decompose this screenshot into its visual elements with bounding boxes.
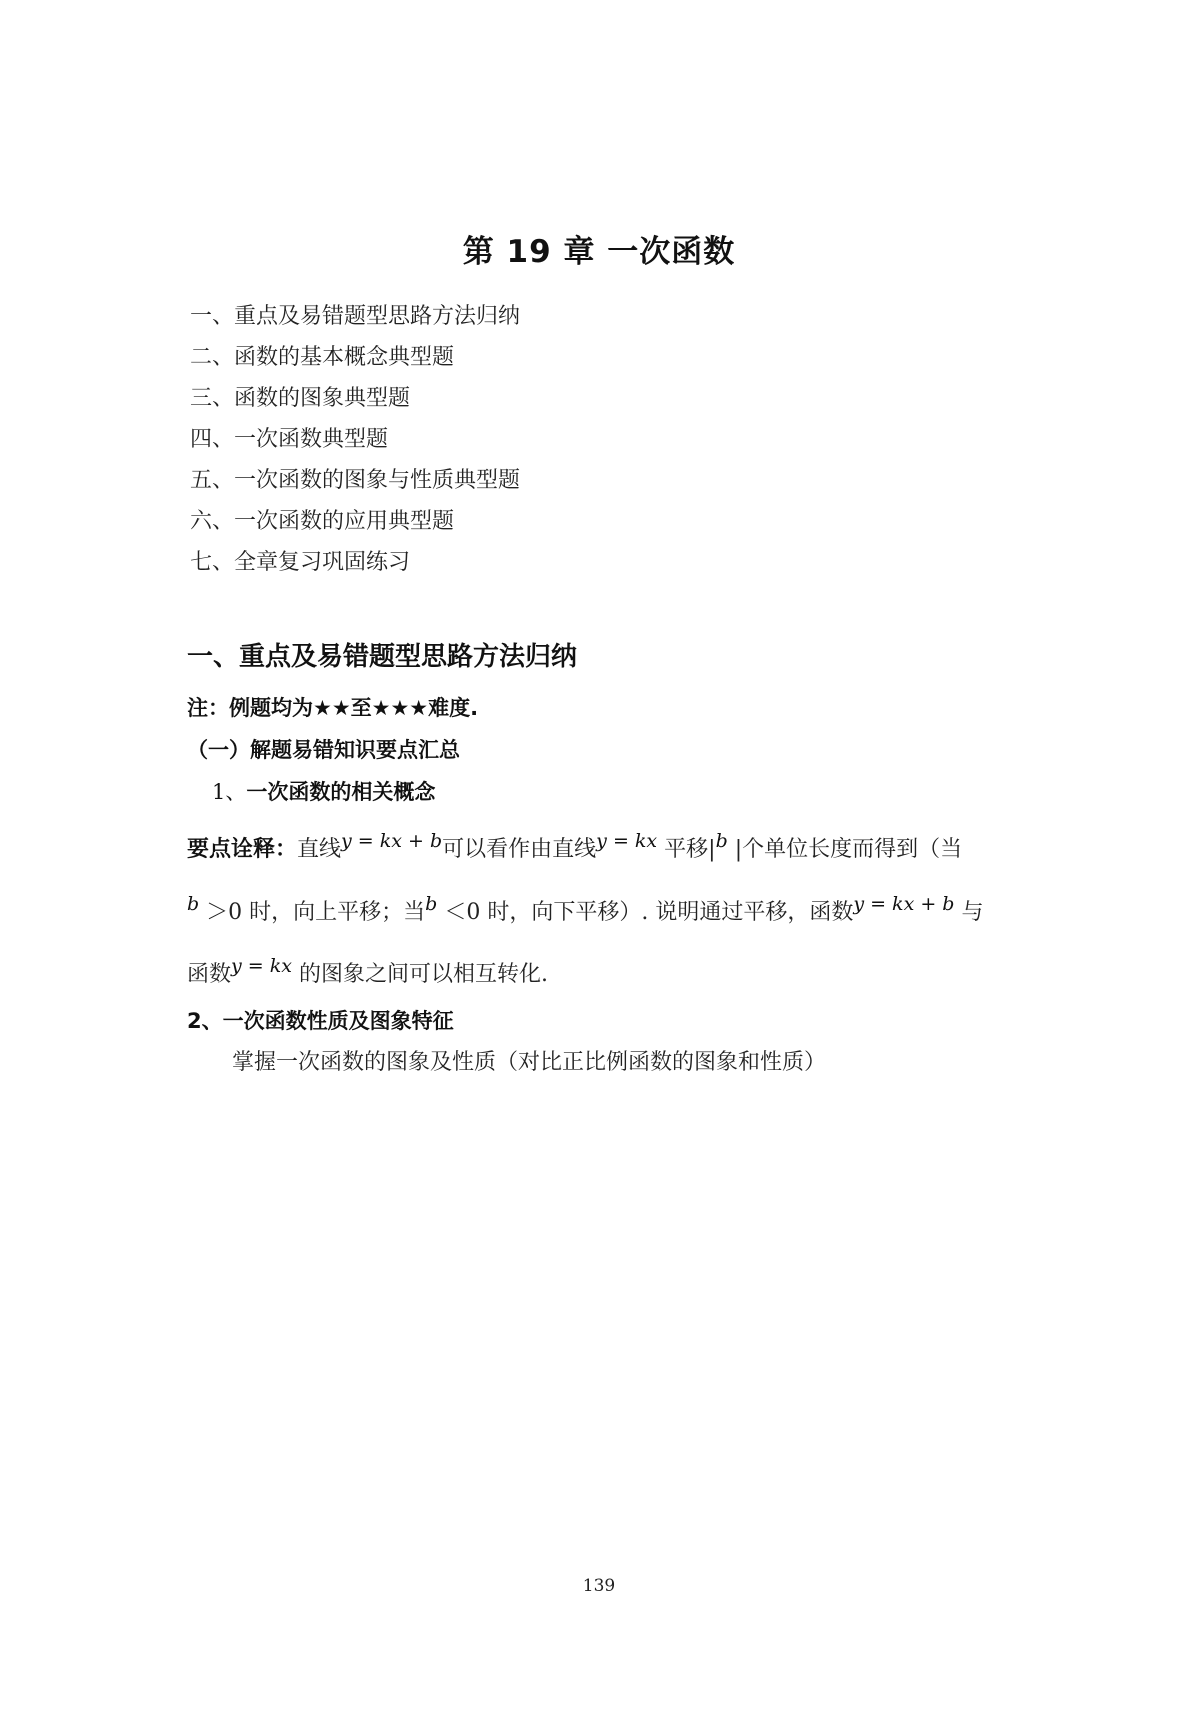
- text-span: 与: [961, 900, 984, 925]
- math-formula: b: [715, 830, 728, 852]
- explanation-line-3: [187, 957, 548, 988]
- math-formula: y = kx: [596, 830, 658, 852]
- toc-item: 七、全章复习巩固练习: [190, 550, 411, 575]
- explanation-line-2: [187, 895, 983, 926]
- text-span: 直线: [297, 837, 342, 862]
- text-span: 平移|: [664, 837, 716, 862]
- chapter-title: 第 19 章 一次函数: [462, 234, 736, 270]
- math-formula: y = kx + b: [341, 830, 443, 852]
- toc-item: 四、一次函数典型题: [190, 427, 389, 452]
- item-number: 1、: [212, 780, 247, 804]
- toc-item: 六、一次函数的应用典型题: [190, 509, 455, 534]
- section-heading: 一、重点及易错题型思路方法归纳: [187, 642, 578, 672]
- item-body-text: 掌握一次函数的图象及性质（对比正比例函数的图象和性质）: [232, 1050, 827, 1075]
- item-heading-1: [212, 776, 435, 806]
- text-span: 可以看作由直线: [442, 837, 597, 862]
- explanation-lead: 要点诠释：: [187, 837, 298, 862]
- text-span: 函数: [187, 962, 232, 987]
- text-span: ＞0 时，向上平移；当: [206, 900, 426, 925]
- page-number: 139: [582, 1576, 616, 1596]
- text-span: 的图象之间可以相互转化.: [298, 962, 548, 987]
- math-formula: b: [187, 893, 200, 915]
- table-of-contents: [190, 296, 520, 583]
- toc-item: 二、函数的基本概念典型题: [190, 345, 455, 370]
- math-formula: b: [425, 893, 438, 915]
- toc-item: 五、一次函数的图象与性质典型题: [190, 468, 521, 493]
- math-formula: y = kx + b: [853, 893, 955, 915]
- text-span: |个单位长度而得到（当: [734, 837, 963, 862]
- item-title: 一次函数的相关概念: [246, 780, 436, 804]
- text-span: ＜0 时，向下平移）. 说明通过平移，函数: [444, 900, 854, 925]
- subsection-heading: （一）解题易错知识要点汇总: [187, 738, 460, 762]
- explanation-line-1: [187, 832, 962, 863]
- math-formula: y = kx: [231, 955, 292, 977]
- toc-item: 三、函数的图象典型题: [190, 386, 411, 411]
- difficulty-note: 注：例题均为★★至★★★难度.: [187, 696, 479, 720]
- toc-item: 一、重点及易错题型思路方法归纳: [190, 304, 521, 329]
- item-heading-2: 2、一次函数性质及图象特征: [187, 1009, 454, 1033]
